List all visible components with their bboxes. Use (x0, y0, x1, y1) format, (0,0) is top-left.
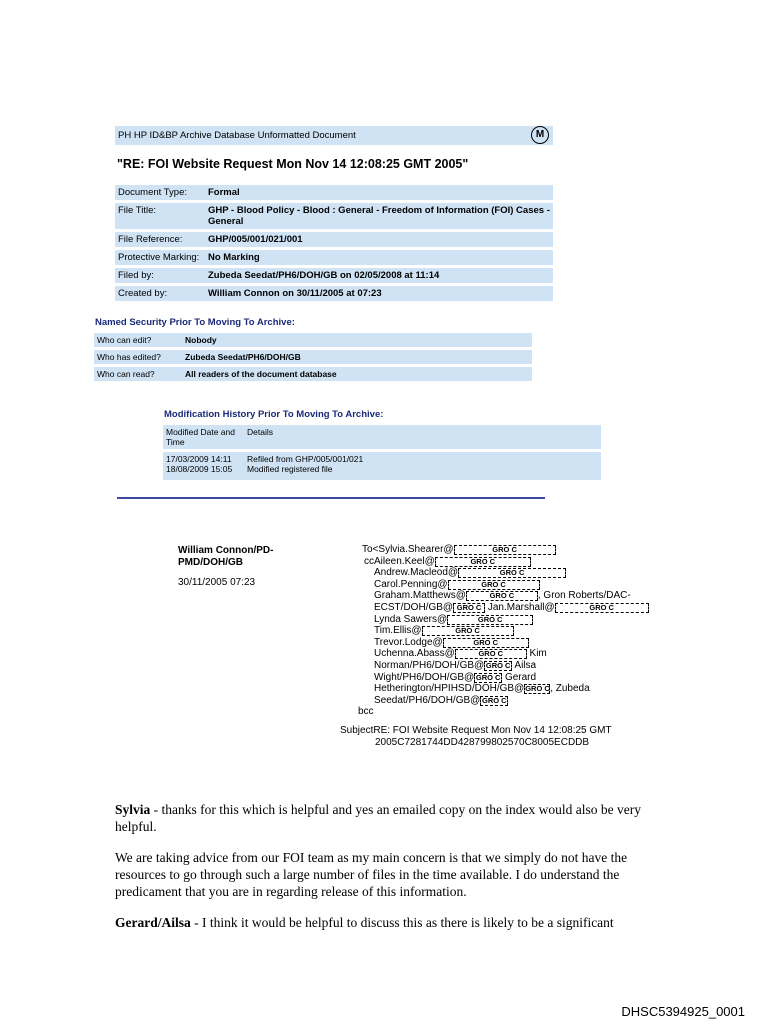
addressee-name: Sylvia (115, 802, 151, 817)
field-value: William Connon on 30/11/2005 at 07:23 (205, 285, 553, 303)
cc-address: Uchenna.Abass@ (374, 648, 455, 660)
email-sender (178, 545, 308, 589)
cc-address: Graham.Matthews@ (374, 590, 466, 602)
redaction-box: GRO C (466, 591, 538, 601)
body-paragraph (115, 801, 655, 835)
field-label: File Reference: (115, 231, 205, 249)
field-value: Zubeda Seedat/PH6/DOH/GB (182, 349, 532, 366)
field-label: Who can edit? (94, 333, 182, 349)
sender-name: William Connon/PD-PMD/DOH/GB (178, 545, 274, 568)
cc-address: Seedat/PH6/DOH/GB@ (374, 694, 481, 706)
field-value: Nobody (182, 333, 532, 349)
redaction-box: GRO C (443, 638, 529, 648)
paragraph-text: - thanks for this which is helpful and yes an emailed copy on the index would also be very helpful. (115, 802, 642, 834)
field-label: Created by: (115, 285, 205, 303)
mod-details: Refiled from GHP/005/001/021 (247, 454, 364, 464)
table-row (94, 349, 532, 366)
body-paragraph (115, 914, 655, 931)
email-subject: RE: FOI Website Request Mon Nov 14 12:08:25 GMT (373, 724, 612, 736)
subject-label: Subject (340, 724, 374, 736)
cc-address: Carol.Penning@ (374, 578, 448, 590)
cc-address: Aileen.Keel@ (374, 555, 435, 567)
security-heading: Named Security Prior To Moving To Archive: (95, 317, 295, 328)
document-id-footer: DHSC5394925_0001 (621, 1004, 745, 1019)
to-line: To<Sylvia.Shearer@ (362, 544, 454, 555)
cc-label: cc (364, 555, 374, 567)
field-value: No Marking (205, 249, 553, 267)
cc-address: Andrew.Macleod@ (374, 567, 459, 579)
cc-address: Hetherington/HPIHSD/DOH/GB@ (374, 683, 525, 695)
field-value: All readers of the document database (182, 366, 532, 383)
cc-address: Ailsa (512, 659, 537, 671)
table-row (163, 451, 601, 465)
table-row (115, 202, 553, 231)
field-label: Who can read? (94, 366, 182, 383)
table-row (94, 333, 532, 349)
redaction-box: GRO C (422, 626, 514, 636)
table-header-row (163, 425, 601, 451)
table-row (115, 285, 553, 303)
document-metadata-table (115, 185, 553, 304)
addressee-name: Gerard/Ailsa (115, 915, 191, 930)
cc-address: Trevor.Lodge@ (374, 636, 443, 648)
table-row (115, 249, 553, 267)
modification-table (163, 425, 601, 480)
column-header: Modified Date and Time (163, 425, 244, 451)
security-table (94, 333, 532, 384)
cc-address: Tim.Ellis@ (374, 625, 422, 637)
cc-address: , Gron Roberts/DAC- (537, 590, 631, 602)
cc-address: Wight/PH6/DOH/GB@ (374, 671, 475, 683)
field-value: GHP - Blood Policy - Blood : General - Freedom of Information (FOI) Cases - General (205, 202, 553, 231)
field-value: Formal (205, 185, 553, 202)
paragraph-text: - I think it would be helpful to discuss this as there is likely to be a significant (190, 915, 614, 930)
field-label: Filed by: (115, 267, 205, 285)
bcc-label: bcc (358, 706, 374, 718)
redaction-box: GRO C (475, 672, 501, 682)
sent-date: 30/11/2005 07:23 (178, 577, 256, 588)
field-value: Zubeda Seedat/PH6/DOH/GB on 02/05/2008 at 11:14 (205, 267, 553, 285)
email-recipients (340, 544, 660, 748)
table-row (115, 185, 553, 202)
mod-details: Modified registered file (247, 464, 333, 474)
archive-header-bar: PH HP ID&BP Archive Database Unformatted Document (115, 126, 553, 145)
redaction-box: GRO C (453, 603, 485, 613)
email-message-id: 2005C7281744DD428799802570C8005ECDDB (375, 736, 590, 748)
redaction-box: GRO C (447, 615, 533, 625)
table-row (163, 464, 601, 480)
table-row (115, 231, 553, 249)
cc-address: Norman/PH6/DOH/GB@ (374, 659, 485, 671)
cc-address: Gerard (502, 671, 537, 683)
column-header: Details (244, 425, 601, 451)
paragraph-text: We are taking advice from our FOI team as my main concern is that we simply do not have the resources to go through such a large number of files in the time available. I do understand the predicament that you are in regarding release of this information. (115, 850, 628, 899)
divider (117, 497, 545, 499)
cc-address: Kim (526, 648, 547, 660)
document-title: "RE: FOI Website Request Mon Nov 14 12:08:25 GMT 2005" (117, 157, 469, 171)
redaction-box: GRO C (555, 603, 649, 613)
redaction-box: GRO C (455, 649, 527, 659)
field-value: GHP/005/001/021/001 (205, 231, 553, 249)
redaction-box: GRO C (454, 545, 556, 555)
field-label: File Title: (115, 202, 205, 231)
cc-address: , Zubeda (550, 683, 590, 695)
field-label: Document Type: (115, 185, 205, 202)
cc-address: ECST/DOH/GB@ (374, 601, 454, 613)
mod-date: 18/08/2009 15:05 (166, 464, 233, 474)
mod-date: 17/03/2009 14:11 (166, 454, 232, 464)
redaction-box: GRO C (482, 695, 507, 705)
cc-address: Lynda Sawers@ (374, 613, 448, 625)
redaction-box: GRO C (458, 568, 566, 578)
redaction-box: GRO C (485, 660, 511, 670)
field-label: Who has edited? (94, 349, 182, 366)
redaction-box: GRO C (435, 557, 531, 567)
table-row (115, 267, 553, 285)
redaction-box: GRO C (525, 684, 550, 694)
field-label: Protective Marking: (115, 249, 205, 267)
redaction-box: GRO C (448, 580, 540, 590)
modification-heading: Modification History Prior To Moving To Archive: (164, 409, 384, 420)
memo-icon: M (531, 126, 549, 144)
table-row (94, 366, 532, 383)
cc-address: Jan.Marshall@ (485, 601, 555, 613)
body-paragraph (115, 849, 655, 900)
